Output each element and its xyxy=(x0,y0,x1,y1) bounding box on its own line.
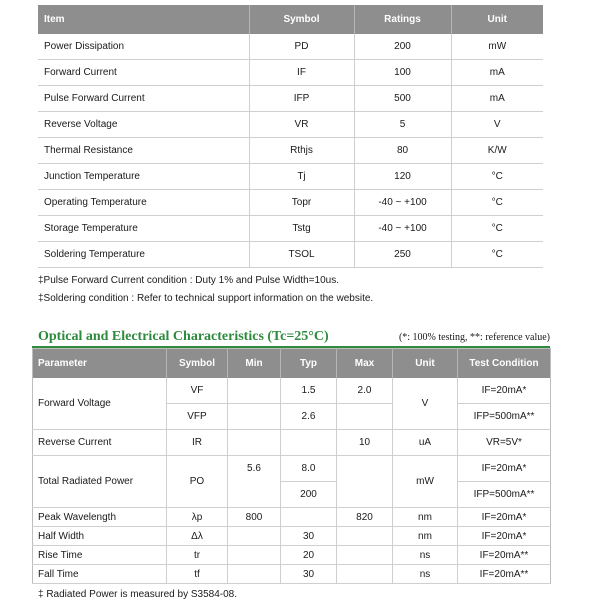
cell-typ: 8.0 xyxy=(281,456,337,482)
cell-symbol: TSOL xyxy=(249,242,354,268)
cell-unit: V xyxy=(393,378,458,430)
cell-typ: 2.6 xyxy=(281,404,337,430)
cell-unit: °C xyxy=(451,242,543,268)
cell-min xyxy=(228,527,281,546)
header-ratings: Ratings xyxy=(354,5,451,34)
header-item: Item xyxy=(38,5,249,34)
header-test-condition: Test Condition xyxy=(458,349,551,379)
table-row xyxy=(33,527,551,546)
table-row xyxy=(38,112,543,138)
cell-symbol: IF xyxy=(249,60,354,86)
header-min: Min xyxy=(228,349,281,379)
cell-symbol: Tj xyxy=(249,164,354,190)
cell-symbol: Δλ xyxy=(167,527,228,546)
table-row xyxy=(38,242,543,268)
header-parameter: Parameter xyxy=(33,349,167,379)
soldering-note: ‡Soldering condition : Refer to technical support information on the website. xyxy=(38,293,374,304)
radiated-power-note: ‡ Radiated Power is measured by S3584-08. xyxy=(38,589,238,600)
table-row xyxy=(38,60,543,86)
cell-condition: IF=20mA* xyxy=(458,456,551,482)
cell-min xyxy=(228,565,281,584)
cell-symbol: Topr xyxy=(249,190,354,216)
cell-rating: 250 xyxy=(354,242,451,268)
cell-condition: IFP=500mA** xyxy=(458,482,551,508)
cell-symbol: VR xyxy=(249,112,354,138)
table-row xyxy=(33,430,551,456)
table-row xyxy=(38,138,543,164)
cell-symbol: VF xyxy=(167,378,228,404)
cell-min: 5.6 xyxy=(228,456,281,482)
cell-max xyxy=(337,456,393,508)
table-row xyxy=(33,508,551,527)
ratings-table xyxy=(38,5,543,268)
cell-typ: 20 xyxy=(281,546,337,565)
cell-unit: mW xyxy=(393,456,458,508)
cell-unit: mA xyxy=(451,60,543,86)
cell-item: Junction Temperature xyxy=(38,164,249,190)
cell-unit: uA xyxy=(393,430,458,456)
cell-min xyxy=(228,546,281,565)
param-radiated-power: Total Radiated Power xyxy=(33,456,167,508)
param-fall-time: Fall Time xyxy=(33,565,167,584)
cell-max xyxy=(337,527,393,546)
cell-unit: °C xyxy=(451,164,543,190)
cell-item: Reverse Voltage xyxy=(38,112,249,138)
cell-condition: IF=20mA* xyxy=(458,527,551,546)
cell-unit: mA xyxy=(451,86,543,112)
pulse-note: ‡Pulse Forward Current condition : Duty 1% and Pulse Width=10us. xyxy=(38,275,339,286)
table-row xyxy=(33,565,551,584)
header-symbol: Symbol xyxy=(167,349,228,379)
table-row xyxy=(38,34,543,60)
cell-max xyxy=(337,404,393,430)
cell-rating: -40 ~ +100 xyxy=(354,190,451,216)
cell-unit: nm xyxy=(393,527,458,546)
table-row xyxy=(33,546,551,565)
cell-unit: mW xyxy=(451,34,543,60)
cell-max xyxy=(337,565,393,584)
cell-unit: nm xyxy=(393,508,458,527)
cell-item: Pulse Forward Current xyxy=(38,86,249,112)
cell-min xyxy=(228,378,281,404)
cell-typ xyxy=(281,508,337,527)
cell-symbol: Tstg xyxy=(249,216,354,242)
cell-rating: 200 xyxy=(354,34,451,60)
cell-min xyxy=(228,430,281,456)
cell-rating: 120 xyxy=(354,164,451,190)
cell-condition: IF=20mA** xyxy=(458,546,551,565)
optical-section-title: Optical and Electrical Characteristics (Tc=25°C) xyxy=(38,329,329,344)
cell-max: 2.0 xyxy=(337,378,393,404)
cell-condition: VR=5V* xyxy=(458,430,551,456)
param-peak-wavelength: Peak Wavelength xyxy=(33,508,167,527)
cell-symbol: PD xyxy=(249,34,354,60)
cell-symbol: PO xyxy=(167,456,228,508)
cell-item: Thermal Resistance xyxy=(38,138,249,164)
cell-condition: IF=20mA* xyxy=(458,508,551,527)
table-row xyxy=(38,216,543,242)
cell-typ: 30 xyxy=(281,565,337,584)
cell-unit: °C xyxy=(451,190,543,216)
header-unit: Unit xyxy=(451,5,543,34)
cell-unit: V xyxy=(451,112,543,138)
cell-item: Storage Temperature xyxy=(38,216,249,242)
ratings-header-row xyxy=(38,5,543,34)
cell-min xyxy=(228,482,281,508)
cell-condition: IFP=500mA** xyxy=(458,404,551,430)
cell-typ: 30 xyxy=(281,527,337,546)
optical-table xyxy=(32,348,551,584)
cell-condition: IF=20mA** xyxy=(458,565,551,584)
testing-legend: (*: 100% testing, **: reference value) xyxy=(398,332,550,343)
cell-symbol: IFP xyxy=(249,86,354,112)
cell-symbol: VFP xyxy=(167,404,228,430)
cell-unit: ns xyxy=(393,546,458,565)
cell-unit: ns xyxy=(393,565,458,584)
cell-item: Soldering Temperature xyxy=(38,242,249,268)
cell-typ: 1.5 xyxy=(281,378,337,404)
param-forward-voltage: Forward Voltage xyxy=(33,378,167,430)
table-row xyxy=(38,164,543,190)
cell-condition: IF=20mA* xyxy=(458,378,551,404)
cell-max: 820 xyxy=(337,508,393,527)
optical-header-row xyxy=(33,349,551,379)
cell-rating: 5 xyxy=(354,112,451,138)
cell-item: Power Dissipation xyxy=(38,34,249,60)
cell-typ: 200 xyxy=(281,482,337,508)
cell-item: Forward Current xyxy=(38,60,249,86)
cell-symbol: Rthjs xyxy=(249,138,354,164)
header-typ: Typ xyxy=(281,349,337,379)
cell-rating: 80 xyxy=(354,138,451,164)
header-symbol: Symbol xyxy=(249,5,354,34)
cell-symbol: λp xyxy=(167,508,228,527)
cell-unit: °C xyxy=(451,216,543,242)
cell-symbol: tf xyxy=(167,565,228,584)
cell-rating: 500 xyxy=(354,86,451,112)
table-row xyxy=(33,456,551,482)
cell-min: 800 xyxy=(228,508,281,527)
header-max: Max xyxy=(337,349,393,379)
cell-symbol: tr xyxy=(167,546,228,565)
cell-item: Operating Temperature xyxy=(38,190,249,216)
param-rise-time: Rise Time xyxy=(33,546,167,565)
cell-typ xyxy=(281,430,337,456)
table-row xyxy=(38,190,543,216)
cell-rating: -40 ~ +100 xyxy=(354,216,451,242)
cell-min xyxy=(228,404,281,430)
cell-max: 10 xyxy=(337,430,393,456)
param-reverse-current: Reverse Current xyxy=(33,430,167,456)
table-row xyxy=(33,378,551,404)
table-row xyxy=(38,86,543,112)
param-half-width: Half Width xyxy=(33,527,167,546)
cell-rating: 100 xyxy=(354,60,451,86)
cell-unit: K/W xyxy=(451,138,543,164)
cell-max xyxy=(337,546,393,565)
cell-symbol: IR xyxy=(167,430,228,456)
header-unit: Unit xyxy=(393,349,458,379)
